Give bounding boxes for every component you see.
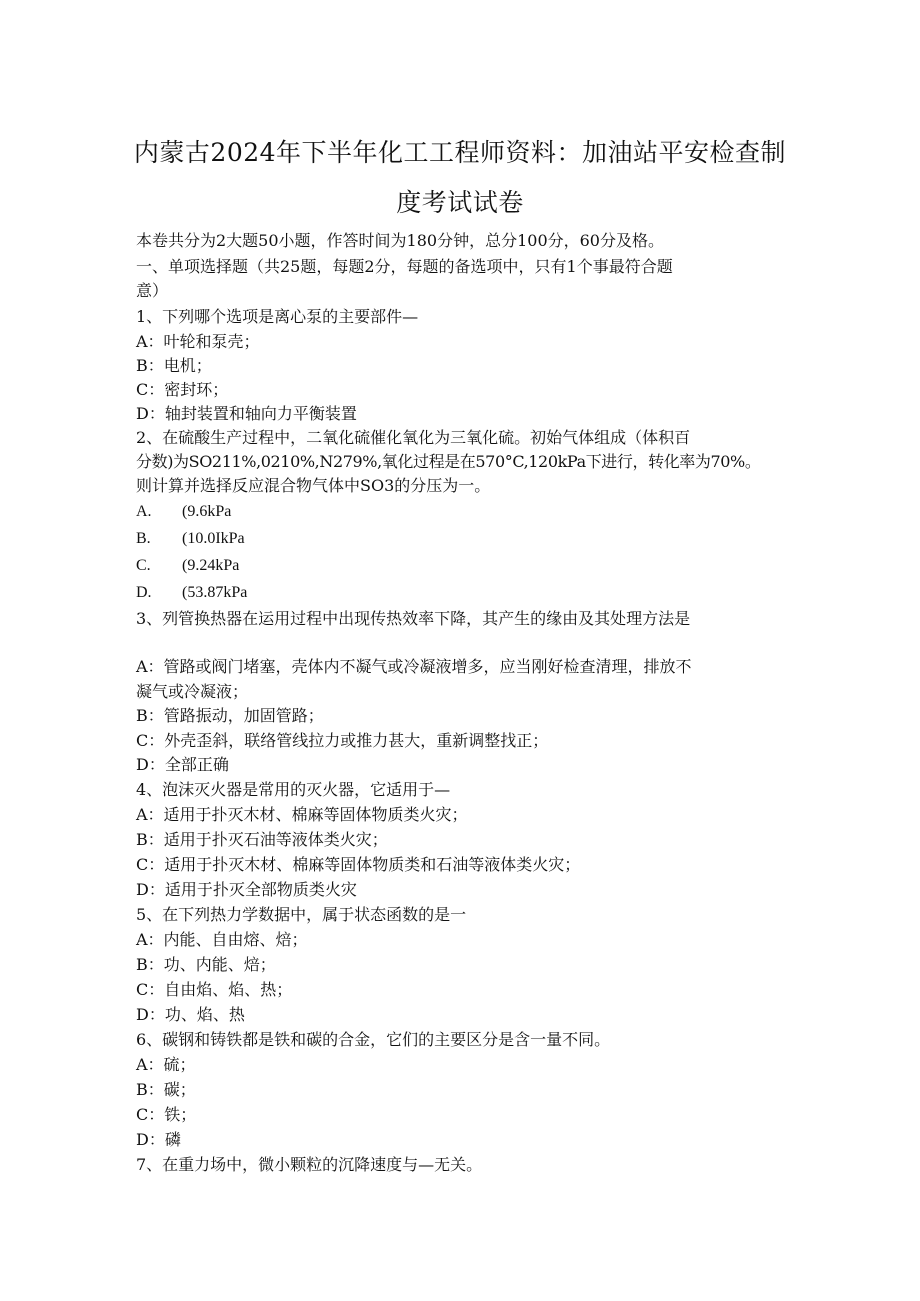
option-value: (9.6kPa	[182, 503, 232, 520]
document-title-line2: 度考试试卷	[396, 188, 524, 217]
question-4-option-b: B：适用于扑灭石油等液体类火灾；	[136, 830, 388, 849]
question-4-option-a: A：适用于扑灭木材、棉麻等固体物质类火灾；	[136, 805, 468, 824]
question-3-option-b: B：管路振动，加固管路；	[136, 706, 324, 725]
question-3-option-a-line2: 凝气或冷凝液；	[136, 682, 249, 701]
question-5-option-c: C：自由焰、焰、热；	[136, 980, 293, 999]
question-2-stem-line3: 则计算并选择反应混合物气体中SO3的分压为一。	[136, 476, 491, 495]
question-6-stem: 6、碳钢和铸铁都是铁和碳的合金，它们的主要区分是含一量不同。	[136, 1030, 611, 1049]
option-letter: C.	[136, 557, 151, 574]
question-4-option-d: D：适用于扑灭全部物质类火灾	[136, 880, 357, 899]
question-1-option-d: D：轴封装置和轴向力平衡装置	[136, 404, 357, 423]
question-1-option-c: C：密封环；	[136, 380, 229, 399]
document-title-line1: 内蒙古2024年下半年化工工程师资料：加油站平安检查制	[133, 138, 787, 167]
question-5-stem: 5、在下列热力学数据中，属于状态函数的是一	[136, 905, 467, 924]
question-2-option-a	[136, 501, 231, 522]
question-4-stem: 4、泡沫灭火器是常用的灭火器，它适用于—	[136, 780, 451, 799]
question-5-option-a: A：内能、自由熔、焙；	[136, 930, 308, 949]
question-1-stem: 1、下列哪个选项是离心泵的主要部件—	[136, 307, 419, 326]
question-6-option-b: B：碳；	[136, 1080, 196, 1099]
question-3-stem: 3、列管换热器在运用过程中出现传热效率下降，其产生的缘由及其处理方法是	[136, 609, 691, 628]
question-7-stem: 7、在重力场中，微小颗粒的沉降速度与—无关。	[136, 1155, 483, 1174]
section-heading-line2: 意）	[136, 281, 169, 300]
option-value: (9.24kPa	[182, 557, 240, 574]
question-6-option-d: D：磷	[136, 1130, 181, 1149]
option-letter: D.	[136, 584, 152, 601]
question-4-option-c: C：适用于扑灭木材、棉麻等固体物质类和石油等液体类火灾；	[136, 855, 581, 874]
question-2-option-d	[136, 582, 247, 603]
option-value: (53.87kPa	[182, 584, 248, 601]
question-5-option-d: D：功、焰、热	[136, 1005, 245, 1024]
question-6-option-a: A：硫；	[136, 1055, 196, 1074]
question-2-option-b	[136, 528, 245, 549]
question-6-option-c: C：铁；	[136, 1105, 197, 1124]
question-2-option-c	[136, 555, 239, 576]
section-heading-line1: 一、单项选择题（共25题，每题2分，每题的备选项中，只有1个事最符合题	[136, 257, 673, 276]
question-1-option-a: A：叶轮和泵壳；	[136, 332, 260, 351]
exam-intro: 本卷共分为2大题50小题，作答时间为180分钟，总分100分，60分及格。	[136, 231, 664, 250]
question-1-option-b: B：电机；	[136, 356, 212, 375]
question-3-option-d: D：全部正确	[136, 755, 229, 774]
option-letter: B.	[136, 530, 151, 547]
question-2-stem-line1: 2、在硫酸生产过程中，二氧化硫催化氧化为三氧化硫。初始气体组成（体积百	[136, 428, 691, 447]
question-3-option-a-line1: A：管路或阀门堵塞，壳体内不凝气或冷凝液增多，应当刚好检查清理，排放不	[136, 657, 692, 676]
question-3-option-c: C：外壳歪斜，联络管线拉力或推力甚大，重新调整找正；	[136, 731, 549, 750]
option-value: (10.0IkPa	[182, 530, 245, 547]
question-2-stem-line2: 分数)为SO211%,0210%,N279%,氧化过程是在570°C,120kPa下进行，转化率为70%。	[136, 452, 761, 471]
option-letter: A.	[136, 503, 152, 520]
question-5-option-b: B：功、内能、焙；	[136, 955, 276, 974]
